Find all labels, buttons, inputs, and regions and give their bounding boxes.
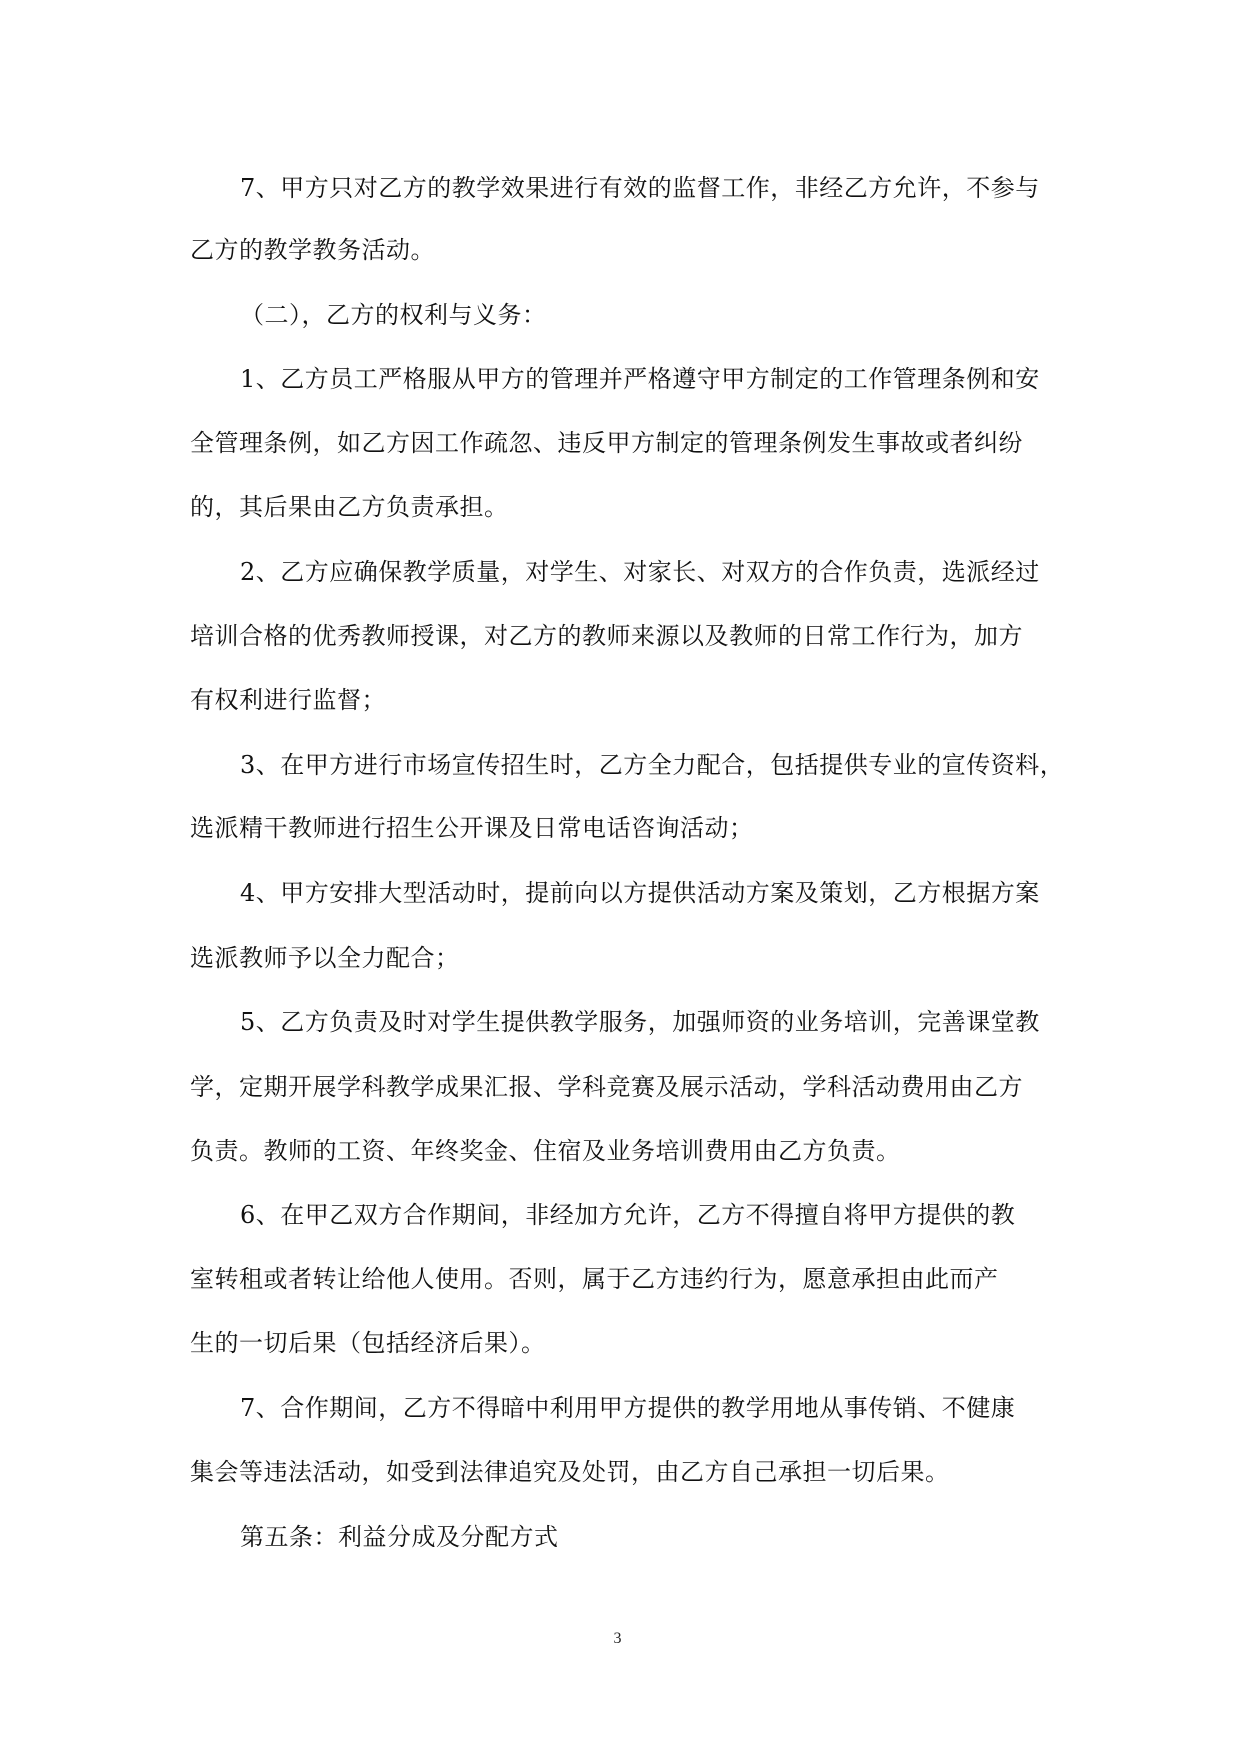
b-clause-1-line-3: 的，其后果由乙方负责承担。 [190,493,509,521]
b-clause-3-line-1: 3、在甲方进行市场宣传招生时，乙方全力配合，包括提供专业的宣传资料， [240,751,1065,779]
b-clause-4-line-2: 选派教师予以全力配合； [190,944,460,972]
b-clause-5-line-1: 5、乙方负责及时对学生提供教学服务，加强师资的业务培训，完善课堂教 [240,1008,1040,1036]
clause-7-line-1: 7、甲方只对乙方的教学效果进行有效的监督工作，非经乙方允许，不参与 [240,174,1040,202]
b-clause-7-line-2: 集会等违法活动，如受到法律追究及处罚，由乙方自己承担一切后果。 [190,1458,950,1486]
b-clause-5-line-2: 学，定期开展学科教学成果汇报、学科竞赛及展示活动，学科活动费用由乙方 [190,1073,1023,1101]
b-clause-6-line-1: 6、在甲乙双方合作期间，非经加方允许，乙方不得擅自将甲方提供的教 [240,1201,1016,1229]
b-clause-5-line-3: 负责。教师的工资、年终奖金、住宿及业务培训费用由乙方负责。 [190,1137,901,1165]
b-clause-4-line-1: 4、甲方安排大型活动时，提前向以方提供活动方案及策划，乙方根据方案 [240,879,1040,907]
b-clause-1-line-2: 全管理条例，如乙方因工作疏忽、违反甲方制定的管理条例发生事故或者纠纷 [190,429,1023,457]
b-clause-6-line-2: 室转租或者转让给他人使用。否则，属于乙方违约行为，愿意承担由此而产 [190,1265,999,1293]
b-clause-2-line-1: 2、乙方应确保教学质量，对学生、对家长、对双方的合作负责，选派经过 [240,558,1040,586]
b-clause-3-line-2: 选派精干教师进行招生公开课及日常电话咨询活动； [190,814,754,842]
clause-7-line-2: 乙方的教学教务活动。 [190,236,435,264]
b-clause-2-line-2: 培训合格的优秀教师授课，对乙方的教师来源以及教师的日常工作行为，加方 [190,622,1023,650]
page-number: 3 [613,1630,622,1647]
section-heading-party-b: （二），乙方的权利与义务： [240,301,547,329]
b-clause-1-line-1: 1、乙方员工严格服从甲方的管理并严格遵守甲方制定的工作管理条例和安 [240,365,1040,393]
article-5-heading: 第五条：利益分成及分配方式 [240,1523,559,1551]
b-clause-7-line-1: 7、合作期间，乙方不得暗中利用甲方提供的教学用地从事传销、不健康 [240,1394,1016,1422]
b-clause-6-line-3: 生的一切后果（包括经济后果）。 [190,1329,546,1357]
b-clause-2-line-3: 有权利进行监督； [190,686,386,714]
